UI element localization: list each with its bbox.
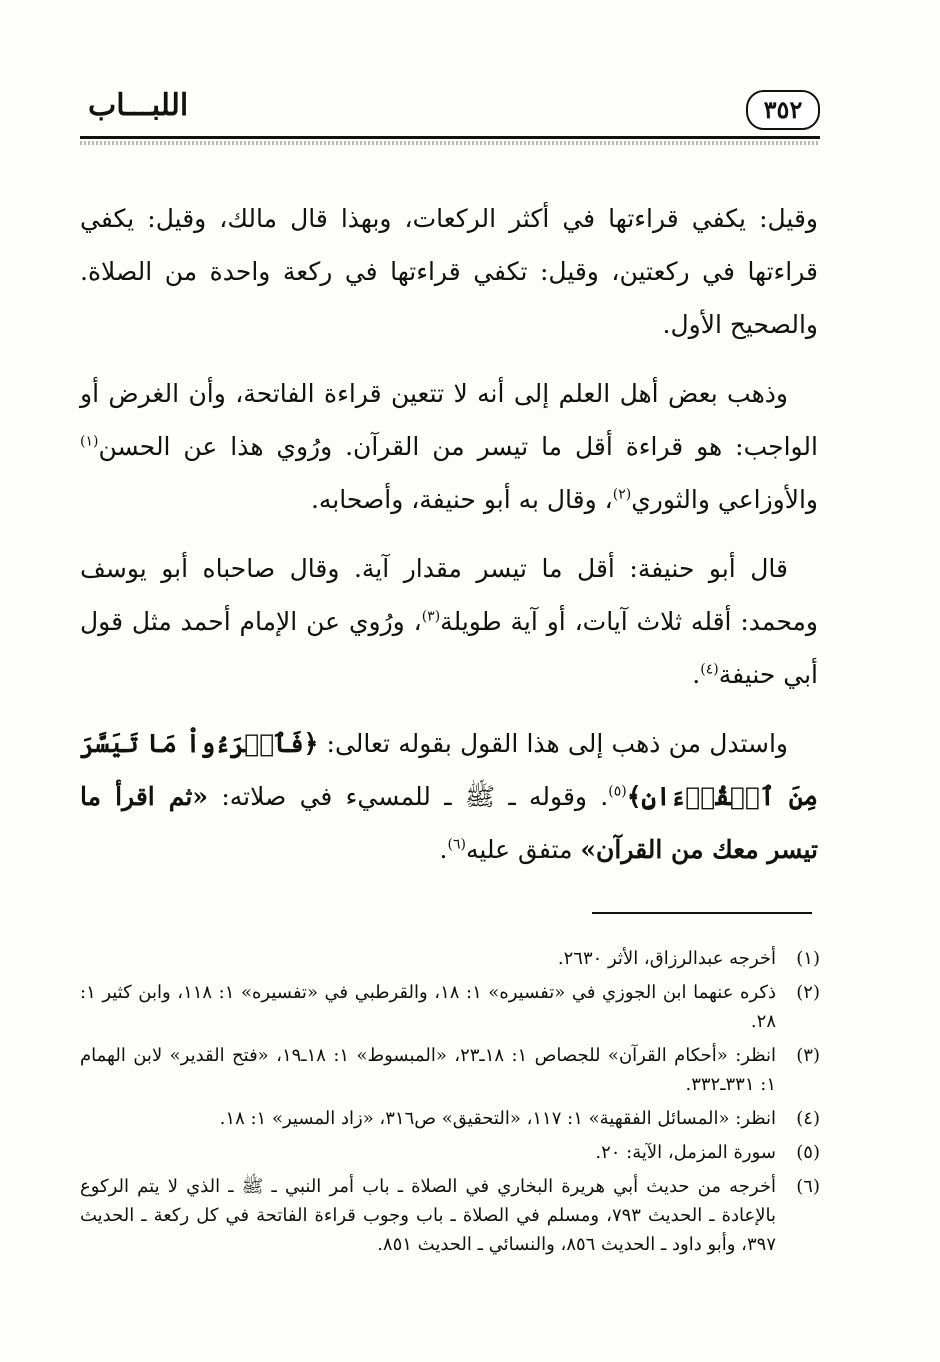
footnote-text: سورة المزمل، الآية: ٢٠. <box>595 1142 776 1163</box>
footnote-text: أخرجه من حديث أبي هريرة البخاري في الصلاة ـ باب أمر النبي ـ ﷺ ـ الذي لا يتم الركوع بالإعادة ـ الحديث ٧٩٣، ومسلم في الصلاة ـ باب وجوب قراءة الفاتحة في كل ركعة ـ الحديث ٣٩٧، وأبو داود ـ الحديث ٨٥٦، والنسائي ـ الحديث ٨٥١. <box>80 1176 776 1255</box>
paragraph <box>80 542 818 701</box>
footnote-item <box>80 1138 820 1167</box>
footnote-ref[interactable]: (١) <box>80 433 99 450</box>
footnote-number: (٣) <box>796 1045 820 1066</box>
paragraph <box>80 717 818 876</box>
footnote-text: ذكره عنهما ابن الجوزي في «تفسيره» ١: ١٨، والقرطبي في «تفسيره» ١: ١١٨، وابن كثير ١: ٢٨. <box>80 982 776 1032</box>
footnote-number: (٢) <box>796 982 820 1003</box>
footnote-ref[interactable]: (٣) <box>421 608 441 625</box>
paragraph-text: والأوزاعي والثوري <box>631 485 818 514</box>
footnote-number: (٥) <box>796 1142 820 1163</box>
quran-verse: ﴿فَٱقۡرَءُواْ مَا تَيَسَّرَ مِنَ ٱلۡقُرۡءَانِ﴾ <box>80 729 818 811</box>
paragraph-text: وذهب بعض أهل العلم إلى أنه لا تتعين قراءة الفاتحة، وأن الغرض أو الواجب: هو قراءة أقل ما تيسر من القرآن. ورُوي هذا عن الحسن <box>80 379 818 461</box>
paragraph-text: . <box>439 835 448 864</box>
footnote-number: (١) <box>796 948 820 969</box>
header-dotted-rule <box>80 141 820 145</box>
paragraph-text: ، ورُوي عن الإمام أحمد مثل قول أبي حنيفة <box>80 607 818 689</box>
paragraph <box>80 192 818 351</box>
footnote-number: (٤) <box>796 1108 820 1129</box>
paragraph-text: . <box>692 660 701 689</box>
paragraph-text: قال أبو حنيفة: أقل ما تيسر مقدار آية. وقال صاحباه أبو يوسف ومحمد: أقله ثلاث آيات، أو آية طويلة <box>80 554 818 636</box>
footnote-number: (٦) <box>796 1176 820 1197</box>
footnotes <box>80 944 820 1264</box>
footnote-item <box>80 944 820 973</box>
paragraph-text: واستدل من ذهب إلى هذا القول بقوله تعالى: <box>318 729 788 758</box>
footnote-item <box>80 978 820 1036</box>
footnote-ref[interactable]: (٢) <box>612 486 632 503</box>
paragraph-text: وقيل: يكفي قراءتها في أكثر الركعات، وبهذا قال مالك، وقيل: يكفي قراءتها في ركعتين، وقيل: تكفي قراءتها في ركعة واحدة من الصلاة. والصحيح الأول. <box>80 204 818 339</box>
footnote-item <box>80 1041 820 1099</box>
page-number: ٣٥٢ <box>746 90 820 130</box>
footnote-item <box>80 1104 820 1133</box>
paragraph <box>80 367 818 526</box>
paragraph-text: ، وقال به أبو حنيفة، وأصحابه. <box>310 485 613 514</box>
footnote-text: أخرجه عبدالرزاق، الأثر ٢٦٣٠. <box>557 948 776 969</box>
footnote-ref[interactable]: (٥) <box>608 783 627 800</box>
main-text <box>80 192 818 892</box>
footnote-ref[interactable]: (٤) <box>700 661 719 678</box>
footnote-separator <box>592 912 812 914</box>
footnote-text: انظر: «أحكام القرآن» للجصاص ١: ١٨ـ٢٣، «المبسوط» ١: ١٨ـ١٩، «فتح القدير» لابن الهمام ١: ٣٣١ـ٣٣٢. <box>80 1045 777 1095</box>
footnote-text: انظر: «المسائل الفقهية» ١: ١١٧، «التحقيق» ص٣١٦، «زاد المسير» ١: ١٨. <box>219 1108 776 1129</box>
hadith-quote: «ثم اقرأ ما تيسر معك من القرآن» <box>80 782 818 864</box>
page-header <box>80 84 820 134</box>
header-rule <box>80 136 820 139</box>
footnote-ref[interactable]: (٦) <box>447 836 466 853</box>
footnote-item <box>80 1172 820 1259</box>
paragraph-text: متفق عليه <box>465 835 581 864</box>
book-title: اللبـــاب <box>88 88 189 123</box>
paragraph-text: . وقوله ـ ﷺ ـ للمسيء في صلاته: <box>208 782 609 811</box>
